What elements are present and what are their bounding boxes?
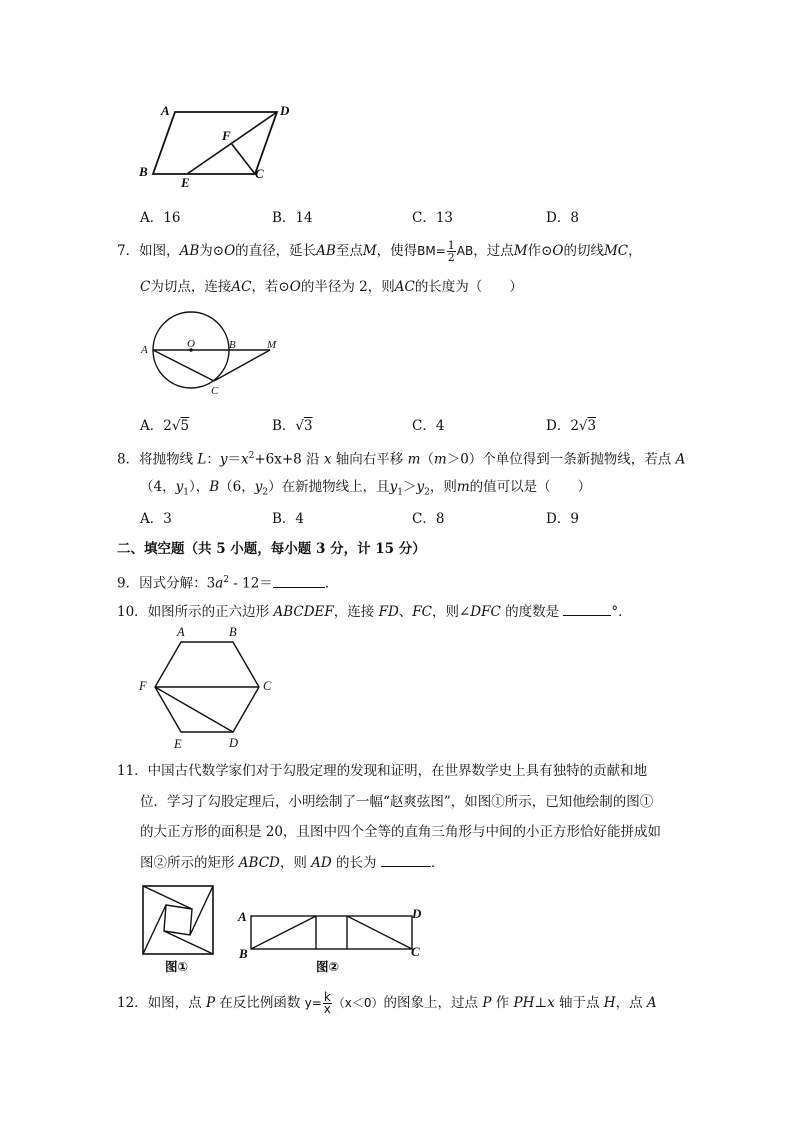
fig10-label-f: F — [139, 679, 147, 693]
fig11-label-b: B — [239, 946, 248, 961]
fig10-label-b: B — [229, 625, 237, 639]
fig7-label-c: C — [211, 385, 219, 397]
q10-answer-blank[interactable] — [563, 602, 611, 616]
fraction-one-half: $\frac{1}{2}$ — [447, 239, 455, 264]
fig11-label-d: D — [412, 906, 422, 921]
q11-answer-blank[interactable] — [381, 853, 431, 867]
q6-option-c[interactable]: C．13 — [412, 210, 454, 226]
fig10-label-a: A — [177, 625, 185, 639]
fig7-label-a: A — [141, 344, 148, 356]
fig10-label-d: D — [229, 736, 239, 750]
q7-option-b[interactable]: B．√3 — [272, 418, 313, 434]
q11-line-1: 11．中国古代数学家们对于勾股定理的发现和证明，在世界数学史上具有独特的贡献和地 — [117, 763, 648, 779]
q8-line-1: 8．将抛物线 L：$y=x^2+6x+8$ 沿 x 轴向右平移 m（m＞0）个单位得到一条新抛物线，若点 A — [117, 451, 686, 468]
parallelogram-figure — [135, 98, 295, 194]
figure-1-caption: 图① — [165, 959, 189, 974]
zhao-shuang-figure — [140, 883, 216, 957]
q7-option-c[interactable]: C．4 — [412, 418, 445, 434]
q9-line: 9．因式分解：$3a^2 - 12=$ ． — [117, 575, 339, 592]
q6-options — [140, 206, 660, 226]
fig10-label-c: C — [263, 679, 272, 693]
rectangle-figure — [248, 910, 418, 954]
q9-answer-blank[interactable] — [273, 574, 325, 588]
fig6-label-c: C — [255, 166, 264, 181]
fig7-label-m: M — [267, 339, 277, 351]
fig11-label-a: A — [238, 909, 247, 924]
q8-line-2: （4，$y_1$），B（6，$y_2$）在新抛物线上，且$y_1>y_2$，则m的值可以是（ ） — [140, 479, 592, 498]
q7-option-d[interactable]: D．2√3 — [546, 418, 597, 434]
q6-option-b[interactable]: B．14 — [272, 210, 313, 226]
fig6-label-e: E — [181, 175, 190, 190]
q12-line-1: 12．如图，点 P 在反比例函数 y= $\frac{k}{x}$ （x＜0）的图象上，过点 P 作 PH⊥x 轴于点 H，点 A — [117, 990, 657, 1016]
fraction-k-over-x: $\frac{k}{x}$ — [323, 990, 331, 1016]
q8-option-b[interactable]: B．4 — [272, 511, 305, 527]
fig7-label-o: O — [187, 338, 195, 350]
fig6-label-d: D — [280, 103, 290, 118]
q8-option-c[interactable]: C．8 — [412, 511, 445, 527]
q7-options — [140, 414, 660, 436]
fig10-label-e: E — [174, 737, 182, 751]
q7-line-2: C为切点，连接AC，若⊙O的半径为 2，则AC的长度为（ ） — [140, 279, 523, 295]
q7-line-1: 7．如图，AB为⊙O的直径，延长AB至点M，使得BM= $\frac{1}{2}$ AB，过点M作⊙O的切线MC， — [117, 239, 642, 264]
fig7-label-b: B — [229, 339, 236, 351]
fig6-label-f: F — [222, 128, 231, 143]
q7-option-a[interactable]: A．2√5 — [140, 418, 190, 434]
fig11-label-c: C — [411, 944, 420, 959]
q6-option-d[interactable]: D．8 — [546, 210, 579, 226]
q11-line-2: 位．学习了勾股定理后，小明绘制了一幅“赵爽弦图”，如图①所示，已知他绘制的图① — [140, 794, 654, 810]
fig6-label-a: A — [161, 103, 170, 118]
q10-line: 10．如图所示的正六边形 ABCDEF，连接 FD、FC，则∠DFC 的度数是 °． — [117, 604, 632, 620]
q6-option-a[interactable]: A．16 — [140, 210, 181, 226]
q11-line-3: 的大正方形的面积是 20，且图中四个全等的直角三角形与中间的小正方形恰好能拼成如 — [140, 824, 661, 840]
section-heading: 二、填空题（共 5 小题，每小题 3 分，计 15 分） — [117, 541, 426, 557]
q8-options — [140, 507, 660, 527]
figure-2-caption: 图② — [316, 959, 340, 974]
q11-line-4: 图②所示的矩形 ABCD，则 AD 的长为 ． — [140, 855, 445, 871]
hexagon-figure — [148, 636, 268, 740]
q8-option-d[interactable]: D．9 — [546, 511, 579, 527]
q8-option-a[interactable]: A．3 — [140, 511, 172, 527]
fig6-label-b: B — [139, 164, 148, 179]
